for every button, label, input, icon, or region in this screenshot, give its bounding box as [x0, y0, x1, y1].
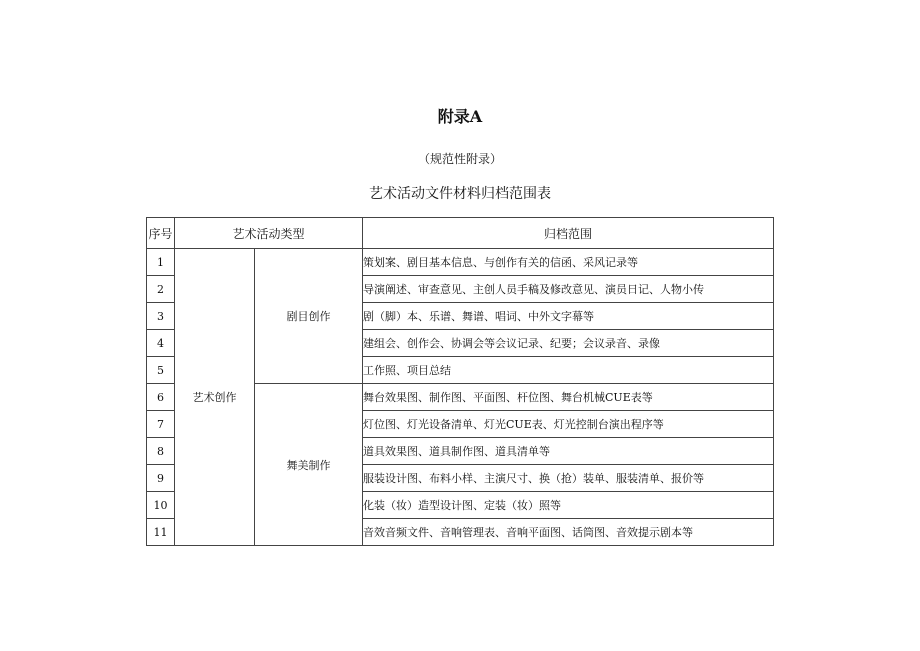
group-cell-stage: 舞美制作 — [255, 384, 363, 546]
scope-cell: 剧（脚）本、乐谱、舞谱、唱词、中外文字幕等 — [363, 303, 774, 330]
scope-cell: 舞台效果图、制作图、平面图、杆位图、舞台机械CUE表等 — [363, 384, 774, 411]
row-number: 8 — [147, 438, 175, 465]
row-number: 10 — [147, 492, 175, 519]
row-number: 4 — [147, 330, 175, 357]
row-number: 1 — [147, 249, 175, 276]
row-number: 7 — [147, 411, 175, 438]
row-number: 5 — [147, 357, 175, 384]
appendix-note: （规范性附录） — [417, 152, 502, 166]
archive-scope-table — [146, 217, 774, 546]
row-number: 2 — [147, 276, 175, 303]
table-row — [147, 249, 774, 276]
scope-cell: 导演阐述、审查意见、主创人员手稿及修改意见、演员日记、人物小传 — [363, 276, 774, 303]
scope-cell: 服装设计图、布料小样、主演尺寸、换（抢）装单、服装清单、报价等 — [363, 465, 774, 492]
scope-cell: 建组会、创作会、协调会等会议记录、纪要；会议录音、录像 — [363, 330, 774, 357]
scope-cell: 化装（妆）造型设计图、定装（妆）照等 — [363, 492, 774, 519]
table-title: 艺术活动文件材料归档范围表 — [369, 186, 551, 202]
scope-cell: 工作照、项目总结 — [363, 357, 774, 384]
header-type: 艺术活动类型 — [175, 218, 363, 249]
header-scope: 归档范围 — [363, 218, 774, 249]
scope-cell: 道具效果图、道具制作图、道具清单等 — [363, 438, 774, 465]
row-number: 11 — [147, 519, 175, 546]
row-number: 3 — [147, 303, 175, 330]
scope-cell: 音效音频文件、音响管理表、音响平面图、话筒图、音效提示剧本等 — [363, 519, 774, 546]
scope-cell: 灯位图、灯光设备清单、灯光CUE表、灯光控制台演出程序等 — [363, 411, 774, 438]
table-header-row — [147, 218, 774, 249]
appendix-title: 附录A — [437, 107, 483, 126]
header-num: 序号 — [147, 218, 175, 249]
row-number: 6 — [147, 384, 175, 411]
row-number: 9 — [147, 465, 175, 492]
category-cell: 艺术创作 — [175, 249, 255, 546]
scope-cell: 策划案、剧目基本信息、与创作有关的信函、采风记录等 — [363, 249, 774, 276]
group-cell-script: 剧目创作 — [255, 249, 363, 384]
